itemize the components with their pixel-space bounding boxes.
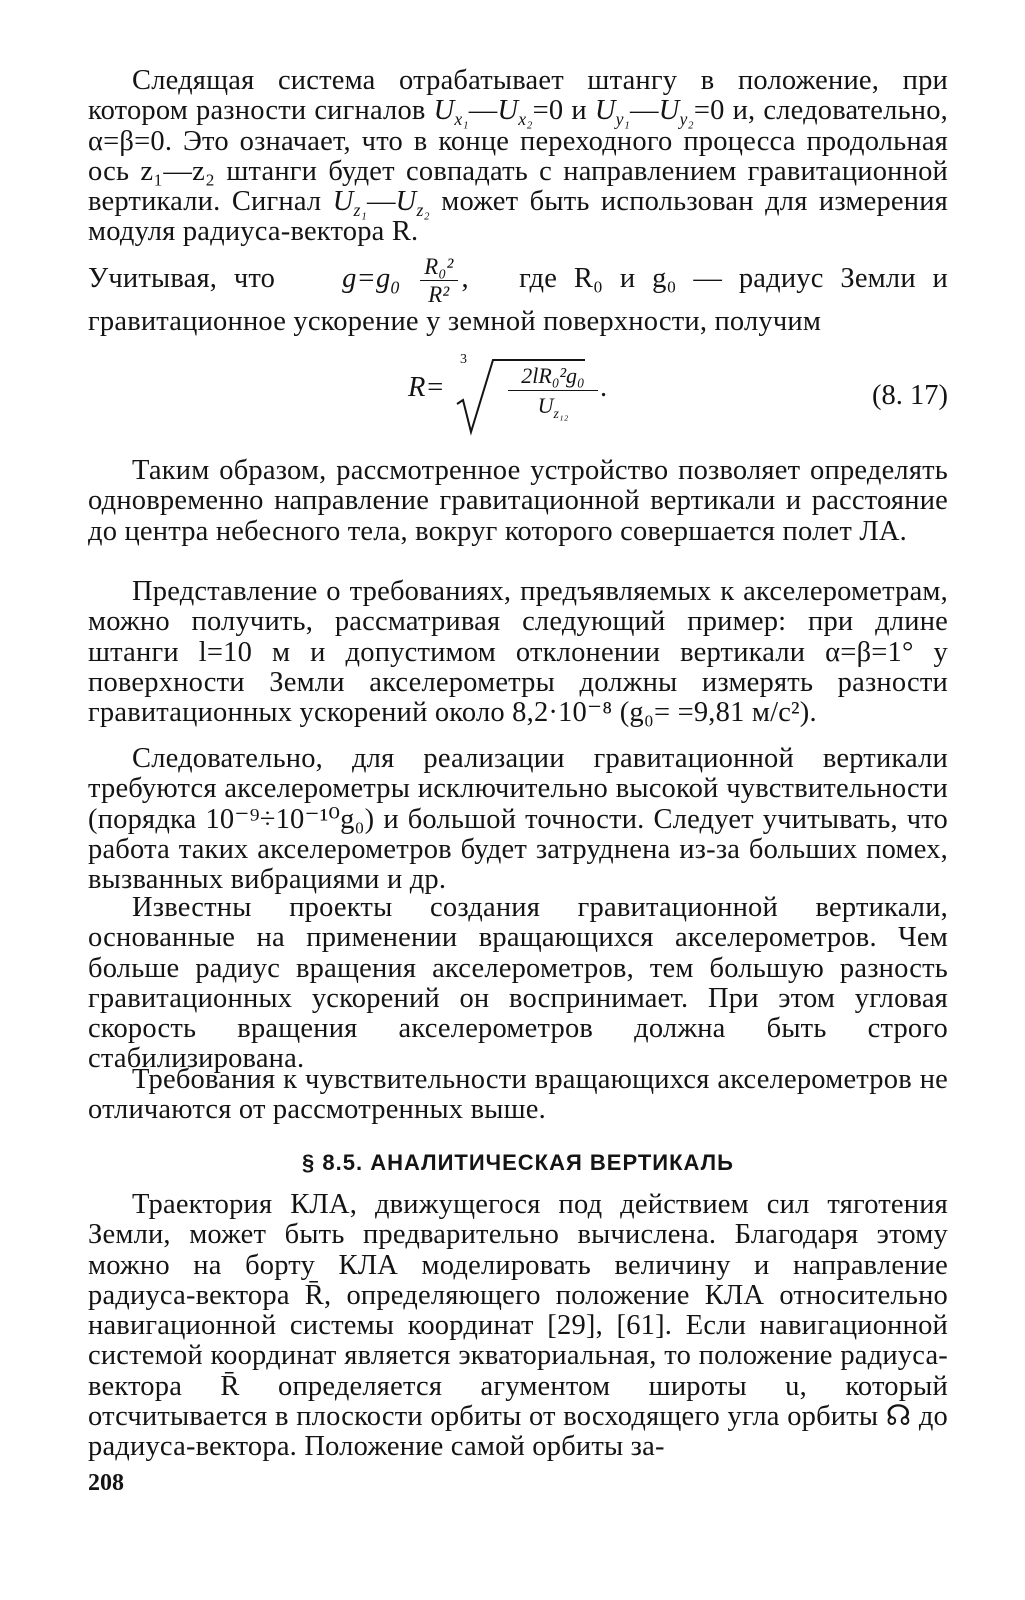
para4-text: Следовательно, для реализации гравитационной вертикали требуются акселерометры исключительно высокой чувствительности (порядка 10⁻⁹÷10⁻¹⁰g₀) и большой точности. Следует учитывать, что работа таких акселерометров будет затруднена из-за больших помех, вызванных вибрациями и др. (88, 743, 948, 896)
formula-r-root-index: 3 (460, 352, 467, 367)
formula-r-denominator-sub: z₁₂ (553, 405, 569, 421)
symbol-uz2: U (395, 186, 417, 218)
symbol-uy1-sub: y₁ (615, 109, 630, 130)
formula-g-tail: где R₀ и g₀ — радиус Земли и гравитационное ускорение у земной поверхности, получим (88, 263, 948, 338)
paragraph-4 (88, 744, 948, 895)
formula-r-fraction (508, 362, 598, 421)
formula-r-expression (408, 372, 445, 404)
symbol-ux2-sub: x₂ (518, 109, 533, 130)
page-number: 208 (88, 1470, 124, 1496)
paragraph-3 (88, 577, 948, 728)
para1-eq1: =0 и (532, 95, 587, 127)
formula-g-numerator: R₀² (420, 254, 457, 281)
symbol-ux2: U (497, 95, 519, 127)
symbol-uy1: U (594, 95, 616, 127)
para2-text: Таким образом, рассмотренное устройство позволяет определять одновременно направление гравитационной вертикали и расстояние до центра небесного тела, вокруг которого совершается полет ЛА. (88, 455, 948, 547)
para1-eq2: =0 и, следовательно, α=β=0. Это означает, что в конце переходного процесса продольная ось z₁—z₂ штанги будет совпадать с направлением гравитационной вертикали. Сигнал (88, 95, 948, 218)
para3-text: Представление о требованиях, предъявляемых к акселерометрам, можно получить, рассматривая следующий пример: при длине штанги l=10 м и допустимом отклонении вертикали α=β=1° у поверхности Земли акселерометры должны измерять разности гравитационных ускорений около 8,2·10⁻⁸ (g₀= =9,81 м/с²). (88, 576, 948, 729)
para7-text: Траектория КЛА, движущегося под действием сил тяготения Земли, может быть предварительно вычислена. Благодаря этому можно на борту КЛА моделировать величину и направление радиуса-вектора R̄, определяющего положение КЛА относительно навигационной системы координат [29], [61]. Если навигационной системой координат является экваториальная, то положение радиуса-вектора R̄ определяется агументом широты u, который отсчитывается в плоскости орбиты от восходящего угла орбиты ☊ до радиуса-вектора. Положение самой орбиты за- (88, 1189, 948, 1463)
formula-g-lead: Учитывая, что (88, 263, 276, 295)
paragraph-7 (88, 1190, 948, 1463)
para6-text: Требования к чувствительности вращающихся акселерометров не отличаются от рассмотренных выше. (88, 1064, 948, 1126)
symbol-uy2: U (658, 95, 680, 127)
paragraph-2 (88, 456, 948, 547)
para1-tail: может быть использован для измерения модуля радиуса-вектора R. (88, 186, 948, 248)
para1-line1: Следящая система отрабатывает штангу в положение, при котором разности сигналов (88, 65, 948, 127)
paragraph-5 (88, 893, 948, 1075)
formula-g-sub: 0 (390, 277, 400, 298)
formula-g-fraction (420, 254, 457, 307)
symbol-uz1-sub: z₁ (353, 200, 367, 221)
symbol-ux1-sub: x₁ (454, 109, 469, 130)
symbol-uz2-sub: z₂ (416, 200, 430, 221)
formula-r-dot: . (600, 372, 608, 403)
formula-g-comma: , (461, 263, 469, 295)
section-heading: § 8.5. АНАЛИТИЧЕСКАЯ ВЕРТИКАЛЬ (302, 1150, 734, 1175)
equation-number: (8. 17) (872, 380, 948, 411)
formula-r-denominator: U (537, 393, 554, 418)
paragraph-formula-g (88, 254, 948, 337)
formula-r-numerator: 2lR₀²g₀ (508, 362, 598, 391)
formula-8-17 (88, 352, 948, 442)
formula-r-lhs: R= (408, 372, 445, 403)
paragraph-1: Следящая система отрабатывает штангу в положение, при котором разности сигналов $U_{x_1}—U_{x_2}=0$ и $U_{y_1}—U_{y_2}=0$ и, следовательно, α=β=0. Это означает, что в конце переходного процесса продольная ось z₁—z₂ штанги будет совпадать с направлением гравитационной вертикали. Сигнал $U_{z_1}—U_{z_2}$ может быть использован для измерения модуля радиуса-вектора R. (88, 65, 948, 248)
formula-g-denominator: R² (428, 282, 450, 308)
symbol-ux1: U (433, 95, 455, 127)
para5-text: Известны проекты создания гравитационной вертикали, основанные на применении вращающихся акселерометров. Чем больше радиус вращения акселерометров, тем большую разность гравитационных ускорений он воспринимает. При этом угловая скорость вращения акселерометров должна быть строго стабилизирована. (88, 892, 948, 1075)
symbol-uy2-sub: y₂ (679, 109, 694, 130)
symbol-uz1: U (332, 186, 354, 218)
paragraph-6 (88, 1065, 948, 1126)
formula-g-lhs: g=g (342, 263, 391, 295)
